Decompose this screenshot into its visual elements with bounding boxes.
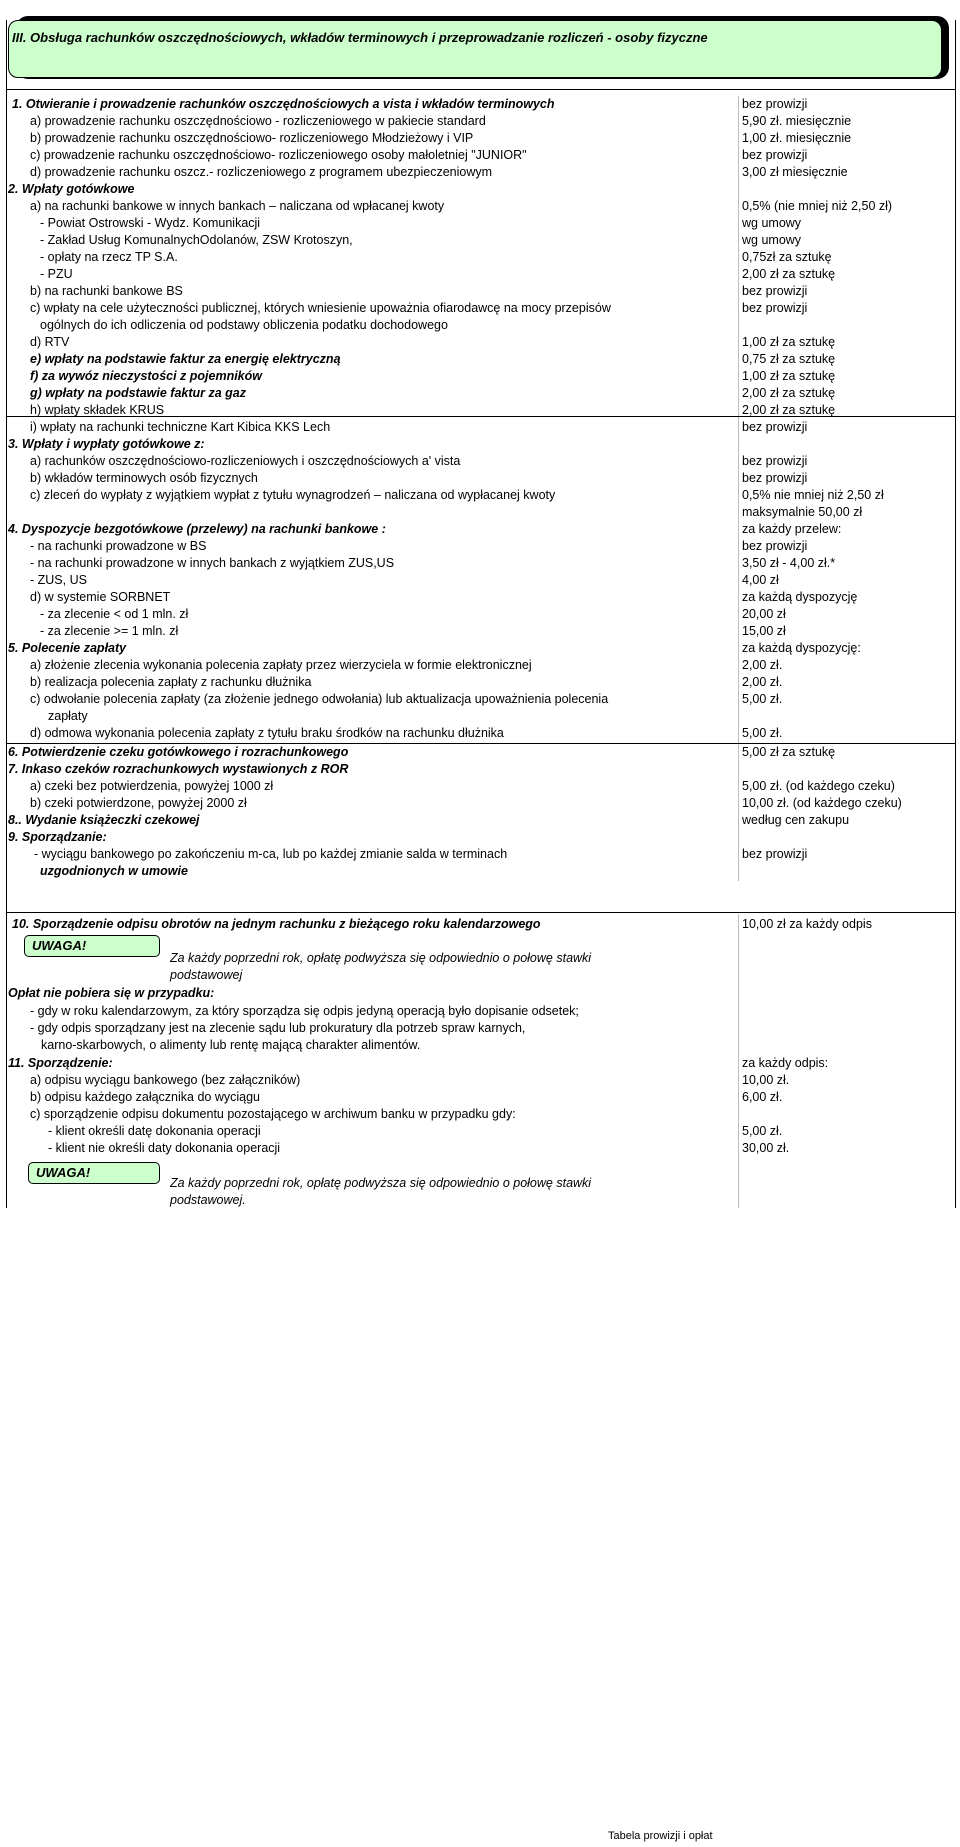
section11-c-label: c) sporządzenie odpisu dokumentu pozostającego w archiwum banku w przypadku gdy: [30, 1107, 516, 1121]
section11-b-label: b) odpisu każdego załącznika do wyciągu [30, 1090, 260, 1104]
row-value: 2,00 zł. [742, 675, 783, 689]
row-label: - za zlecenie < od 1 mln. zł [40, 607, 189, 621]
row-label: - PZU [40, 267, 73, 281]
section11-value: za każdy odpis: [742, 1056, 829, 1070]
row-value: za każdy przelew: [742, 522, 842, 536]
uwaga-badge-10: UWAGA! [24, 935, 160, 957]
row-label: 4. Dyspozycje bezgotówkowe (przelewy) na rachunki bankowe : [8, 522, 386, 536]
section11-c2-value: 30,00 zł. [742, 1141, 790, 1155]
row-label: d) w systemie SORBNET [30, 590, 171, 604]
row-label: 6. Potwierdzenie czeku gotówkowego i rozrachunkowego [8, 745, 349, 759]
section10-note: Za każdy poprzedni rok, opłatę podwyższa się odpowiednio o połowę stawki [170, 951, 592, 965]
row-label: - Zakład Usług KomunalnychOdolanów, ZSW Krotoszyn, [40, 233, 353, 247]
row-label: a) czeki bez potwierdzenia, powyżej 1000 zł [30, 779, 274, 793]
column-divider-bottom [738, 914, 739, 1208]
row-label: 2. Wpłaty gotówkowe [8, 182, 135, 196]
section11-c1-value: 5,00 zł. [742, 1124, 783, 1138]
row-value: 20,00 zł [742, 607, 786, 621]
page-footer: Tabela prowizji i opłat [608, 1830, 713, 1842]
row-label: 7. Inkaso czeków rozrachunkowych wystawionych z ROR [8, 762, 349, 776]
row-value: 3,00 zł miesięcznie [742, 165, 848, 179]
no-fee-heading: Opłat nie pobiera się w przypadku: [8, 986, 215, 1000]
row-value: bez prowizji [742, 284, 808, 298]
row-label: 5. Polecenie zapłaty [8, 641, 127, 655]
row-value: 10,00 zł. (od każdego czeku) [742, 796, 902, 810]
row-value: bez prowizji [742, 97, 808, 111]
row-line-6 [6, 743, 956, 744]
uwaga-badge-11: UWAGA! [28, 1162, 160, 1184]
header-underline [6, 89, 956, 90]
row-label: f) za wywóz nieczystości z pojemników [30, 369, 262, 383]
row-value: wg umowy [742, 233, 802, 247]
row-value: 4,00 zł [742, 573, 779, 587]
row-value: bez prowizji [742, 148, 808, 162]
row-label: d) RTV [30, 335, 70, 349]
row-value: 15,00 zł [742, 624, 786, 638]
row-value: 2,00 zł. [742, 658, 783, 672]
section11-c1-label: - klient określi datę dokonania operacji [48, 1124, 261, 1138]
row-value: 0,5% (nie mniej niż 2,50 zł) [742, 199, 893, 213]
row-value: 5,00 zł za sztukę [742, 745, 836, 759]
section10-title: 10. Sporządzenie odpisu obrotów na jednym rachunku z bieżącego roku kalendarzowego [12, 917, 541, 931]
header-box [8, 20, 942, 78]
row-value: 5,00 zł. [742, 692, 783, 706]
section11-title: 11. Sporządzenie: [8, 1056, 113, 1070]
row-value: 5,00 zł. [742, 726, 783, 740]
row-label: zapłaty [48, 709, 88, 723]
row-label: e) wpłaty na podstawie faktur za energię elektryczną [30, 352, 341, 366]
row-label: 3. Wpłaty i wypłaty gotówkowe z: [8, 437, 205, 451]
row-value: 5,00 zł. (od każdego czeku) [742, 779, 895, 793]
row-value: 2,00 zł za sztukę [742, 386, 836, 400]
row-label: d) prowadzenie rachunku oszcz.- rozliczeniowego z programem ubezpieczeniowym [30, 165, 493, 179]
row-value: według cen zakupu [742, 813, 850, 827]
row-label: a) prowadzenie rachunku oszczędnościowo - rozliczeniowego w pakiecie standard [30, 114, 486, 128]
row-value: 1,00 zł za sztukę [742, 369, 836, 383]
section11-a-label: a) odpisu wyciągu bankowego (bez załączników) [30, 1073, 301, 1087]
row-value: 1,00 zł za sztukę [742, 335, 836, 349]
row-label: b) czeki potwierdzone, powyżej 2000 zł [30, 796, 247, 810]
row-label: - na rachunki prowadzone w innych bankach z wyjątkiem ZUS,US [30, 556, 395, 570]
no-fee-case-3: karno-skarbowych, o alimenty lub rentę mającą charakter alimentów. [41, 1038, 421, 1052]
row-label: c) zleceń do wypłaty z wyjątkiem wypłat z tytułu wynagrodzeń – naliczana od wypłacanej kwoty [30, 488, 556, 502]
row-value: 2,00 zł za sztukę [742, 403, 836, 417]
row-value: bez prowizji [742, 454, 808, 468]
right-border [955, 20, 956, 1208]
row-label: - ZUS, US [30, 573, 87, 587]
row-label: - za zlecenie >= 1 mln. zł [40, 624, 179, 638]
row-label: a) na rachunki bankowe w innych bankach – naliczana od wpłacanej kwoty [30, 199, 445, 213]
row-label: b) na rachunki bankowe BS [30, 284, 183, 298]
row-label: 8.. Wydanie książeczki czekowej [8, 813, 200, 827]
row-label: b) wkładów terminowych osób fizycznych [30, 471, 258, 485]
row-label: uzgodnionych w umowie [40, 864, 188, 878]
row-label: b) realizacja polecenia zapłaty z rachunku dłużnika [30, 675, 312, 689]
row-label: 9. Sporządzanie: [8, 830, 107, 844]
section11-note-cont: podstawowej. [170, 1193, 246, 1207]
row-value: maksymalnie 50,00 zł [742, 505, 863, 519]
row-value: 2,00 zł za sztukę [742, 267, 836, 281]
section10-top-line [6, 912, 956, 913]
row-label: - na rachunki prowadzone w BS [30, 539, 207, 553]
row-label: h) wpłaty składek KRUS [30, 403, 165, 417]
row-label: c) wpłaty na cele użyteczności publicznej, których wniesienie upoważnia ofiarodawcę na mocy przepisów [30, 301, 611, 315]
row-value: 1,00 zł. miesięcznie [742, 131, 852, 145]
section11-c2-label: - klient nie określi daty dokonania operacji [48, 1141, 281, 1155]
section11-b-value: 6,00 zł. [742, 1090, 783, 1104]
row-label: b) prowadzenie rachunku oszczędnościowo- rozliczeniowego Młodzieżowy i VIP [30, 131, 474, 145]
row-label: c) odwołanie polecenia zapłaty (za złożenie jednego odwołania) lub aktualizacja upoważnienia polecenia [30, 692, 609, 706]
row-value: za każdą dyspozycję [742, 590, 858, 604]
no-fee-case-1: - gdy w roku kalendarzowym, za który sporządza się odpis jedyną operacją było dopisanie odsetek; [30, 1004, 579, 1018]
section10-value: 10,00 zł za każdy odpis [742, 917, 872, 931]
no-fee-case-2: - gdy odpis sporządzany jest na zlecenie sądu lub prokuratury dla potrzeb spraw karnych, [30, 1021, 526, 1035]
row-label: - opłaty na rzecz TP S.A. [40, 250, 178, 264]
row-value: za każdą dyspozycję: [742, 641, 861, 655]
row-value: bez prowizji [742, 301, 808, 315]
row-label: i) wpłaty na rachunki techniczne Kart Kibica KKS Lech [30, 420, 331, 434]
row-value: 0,5% nie mniej niż 2,50 zł [742, 488, 884, 502]
row-value: bez prowizji [742, 471, 808, 485]
row-label: a) rachunków oszczędnościowo-rozliczeniowych i oszczędnościowych a' vista [30, 454, 461, 468]
row-label: - Powiat Ostrowski - Wydz. Komunikacji [40, 216, 261, 230]
row-label: g) wpłaty na podstawie faktur za gaz [30, 386, 247, 400]
section11-a-value: 10,00 zł. [742, 1073, 790, 1087]
row-label: - wyciągu bankowego po zakończeniu m-ca, lub po każdej zmianie salda w terminach [34, 847, 508, 861]
row-value: bez prowizji [742, 847, 808, 861]
row-label: 1. Otwieranie i prowadzenie rachunków oszczędnościowych a vista i wkładów terminowych [12, 97, 555, 111]
column-divider-top [738, 96, 739, 881]
left-border [6, 20, 7, 1208]
row-value: 0,75zł za sztukę [742, 250, 832, 264]
page-title: III. Obsługa rachunków oszczędnościowych, wkładów terminowych i przeprowadzanie rozliczeń - osoby fizyczne [12, 30, 708, 45]
row-value: bez prowizji [742, 539, 808, 553]
row-value: wg umowy [742, 216, 802, 230]
row-value: 5,90 zł. miesięcznie [742, 114, 852, 128]
section11-note: Za każdy poprzedni rok, opłatę podwyższa się odpowiednio o połowę stawki [170, 1176, 592, 1190]
row-label: c) prowadzenie rachunku oszczędnościowo- rozliczeniowego osoby małoletniej "JUNIOR" [30, 148, 527, 162]
row-label: d) odmowa wykonania polecenia zapłaty z tytułu braku środków na rachunku dłużnika [30, 726, 504, 740]
row-value: 0,75 zł za sztukę [742, 352, 836, 366]
row-value: bez prowizji [742, 420, 808, 434]
section10-note-cont: podstawowej [170, 968, 243, 982]
row-label: ogólnych do ich odliczenia od podstawy obliczenia podatku dochodowego [40, 318, 448, 332]
row-value: 3,50 zł - 4,00 zł.* [742, 556, 836, 570]
row-label: a) złożenie zlecenia wykonania polecenia zapłaty przez wierzyciela w formie elektronicznej [30, 658, 532, 672]
